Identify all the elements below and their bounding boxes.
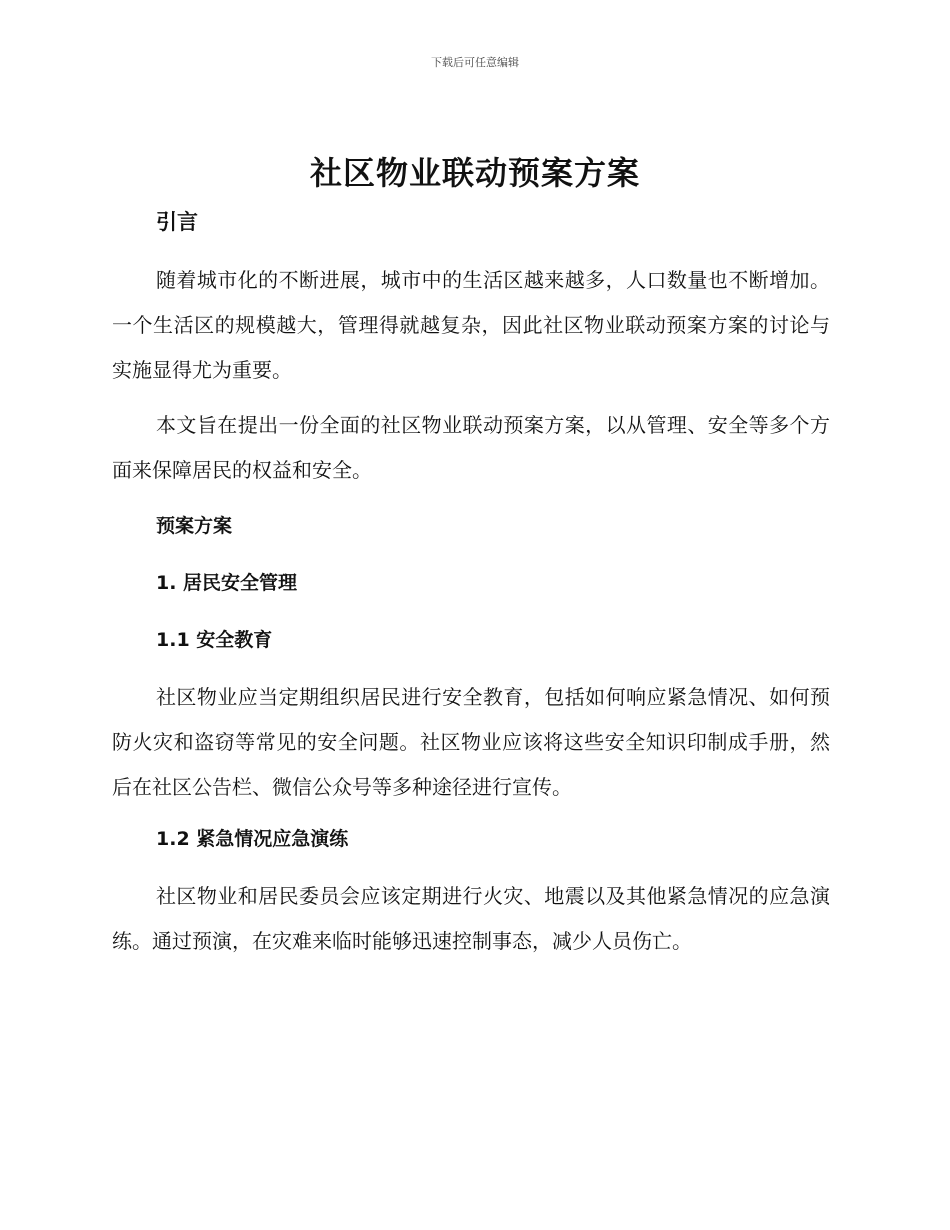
section-1-2-heading: 1.2 紧急情况应急演练 bbox=[156, 828, 349, 850]
page-header-note: 下载后可任意编辑 bbox=[431, 56, 519, 69]
document-title: 社区物业联动预案方案 bbox=[309, 154, 640, 192]
section-1-1-paragraph: 社区物业应当定期组织居民进行安全教育，包括如何响应紧急情况、如何预防火灾和盗窃等常见的安全问题。社区物业应该将这些安全知识印制成手册，然后在社区公告栏、微信公众号等多种途径进行宣传。 bbox=[112, 685, 830, 799]
plan-heading: 预案方案 bbox=[156, 515, 233, 537]
spacer bbox=[112, 242, 830, 258]
spacer bbox=[112, 659, 830, 675]
spacer bbox=[112, 858, 830, 874]
spacer bbox=[112, 493, 830, 507]
intro-paragraph-2: 本文旨在提出一份全面的社区物业联动预案方案，以从管理、安全等多个方面来保障居民的权益和安全。 bbox=[112, 413, 830, 482]
document-body bbox=[112, 202, 830, 964]
spacer bbox=[112, 393, 830, 403]
intro-paragraph-1: 随着城市化的不断进展，城市中的生活区越来越多，人口数量也不断增加。一个生活区的规模越大，管理得就越复杂，因此社区物业联动预案方案的讨论与实施显得尤为重要。 bbox=[112, 268, 830, 382]
spacer bbox=[112, 602, 830, 621]
intro-heading: 引言 bbox=[156, 210, 198, 234]
spacer bbox=[112, 810, 830, 820]
section-1-1-heading: 1.1 安全教育 bbox=[156, 629, 273, 651]
section-1-2-paragraph: 社区物业和居民委员会应该定期进行火灾、地震以及其他紧急情况的应急演练。通过预演，在灾难来临时能够迅速控制事态，减少人员伤亡。 bbox=[112, 884, 830, 953]
section-1-heading: 1. 居民安全管理 bbox=[156, 572, 298, 594]
spacer bbox=[112, 545, 830, 564]
